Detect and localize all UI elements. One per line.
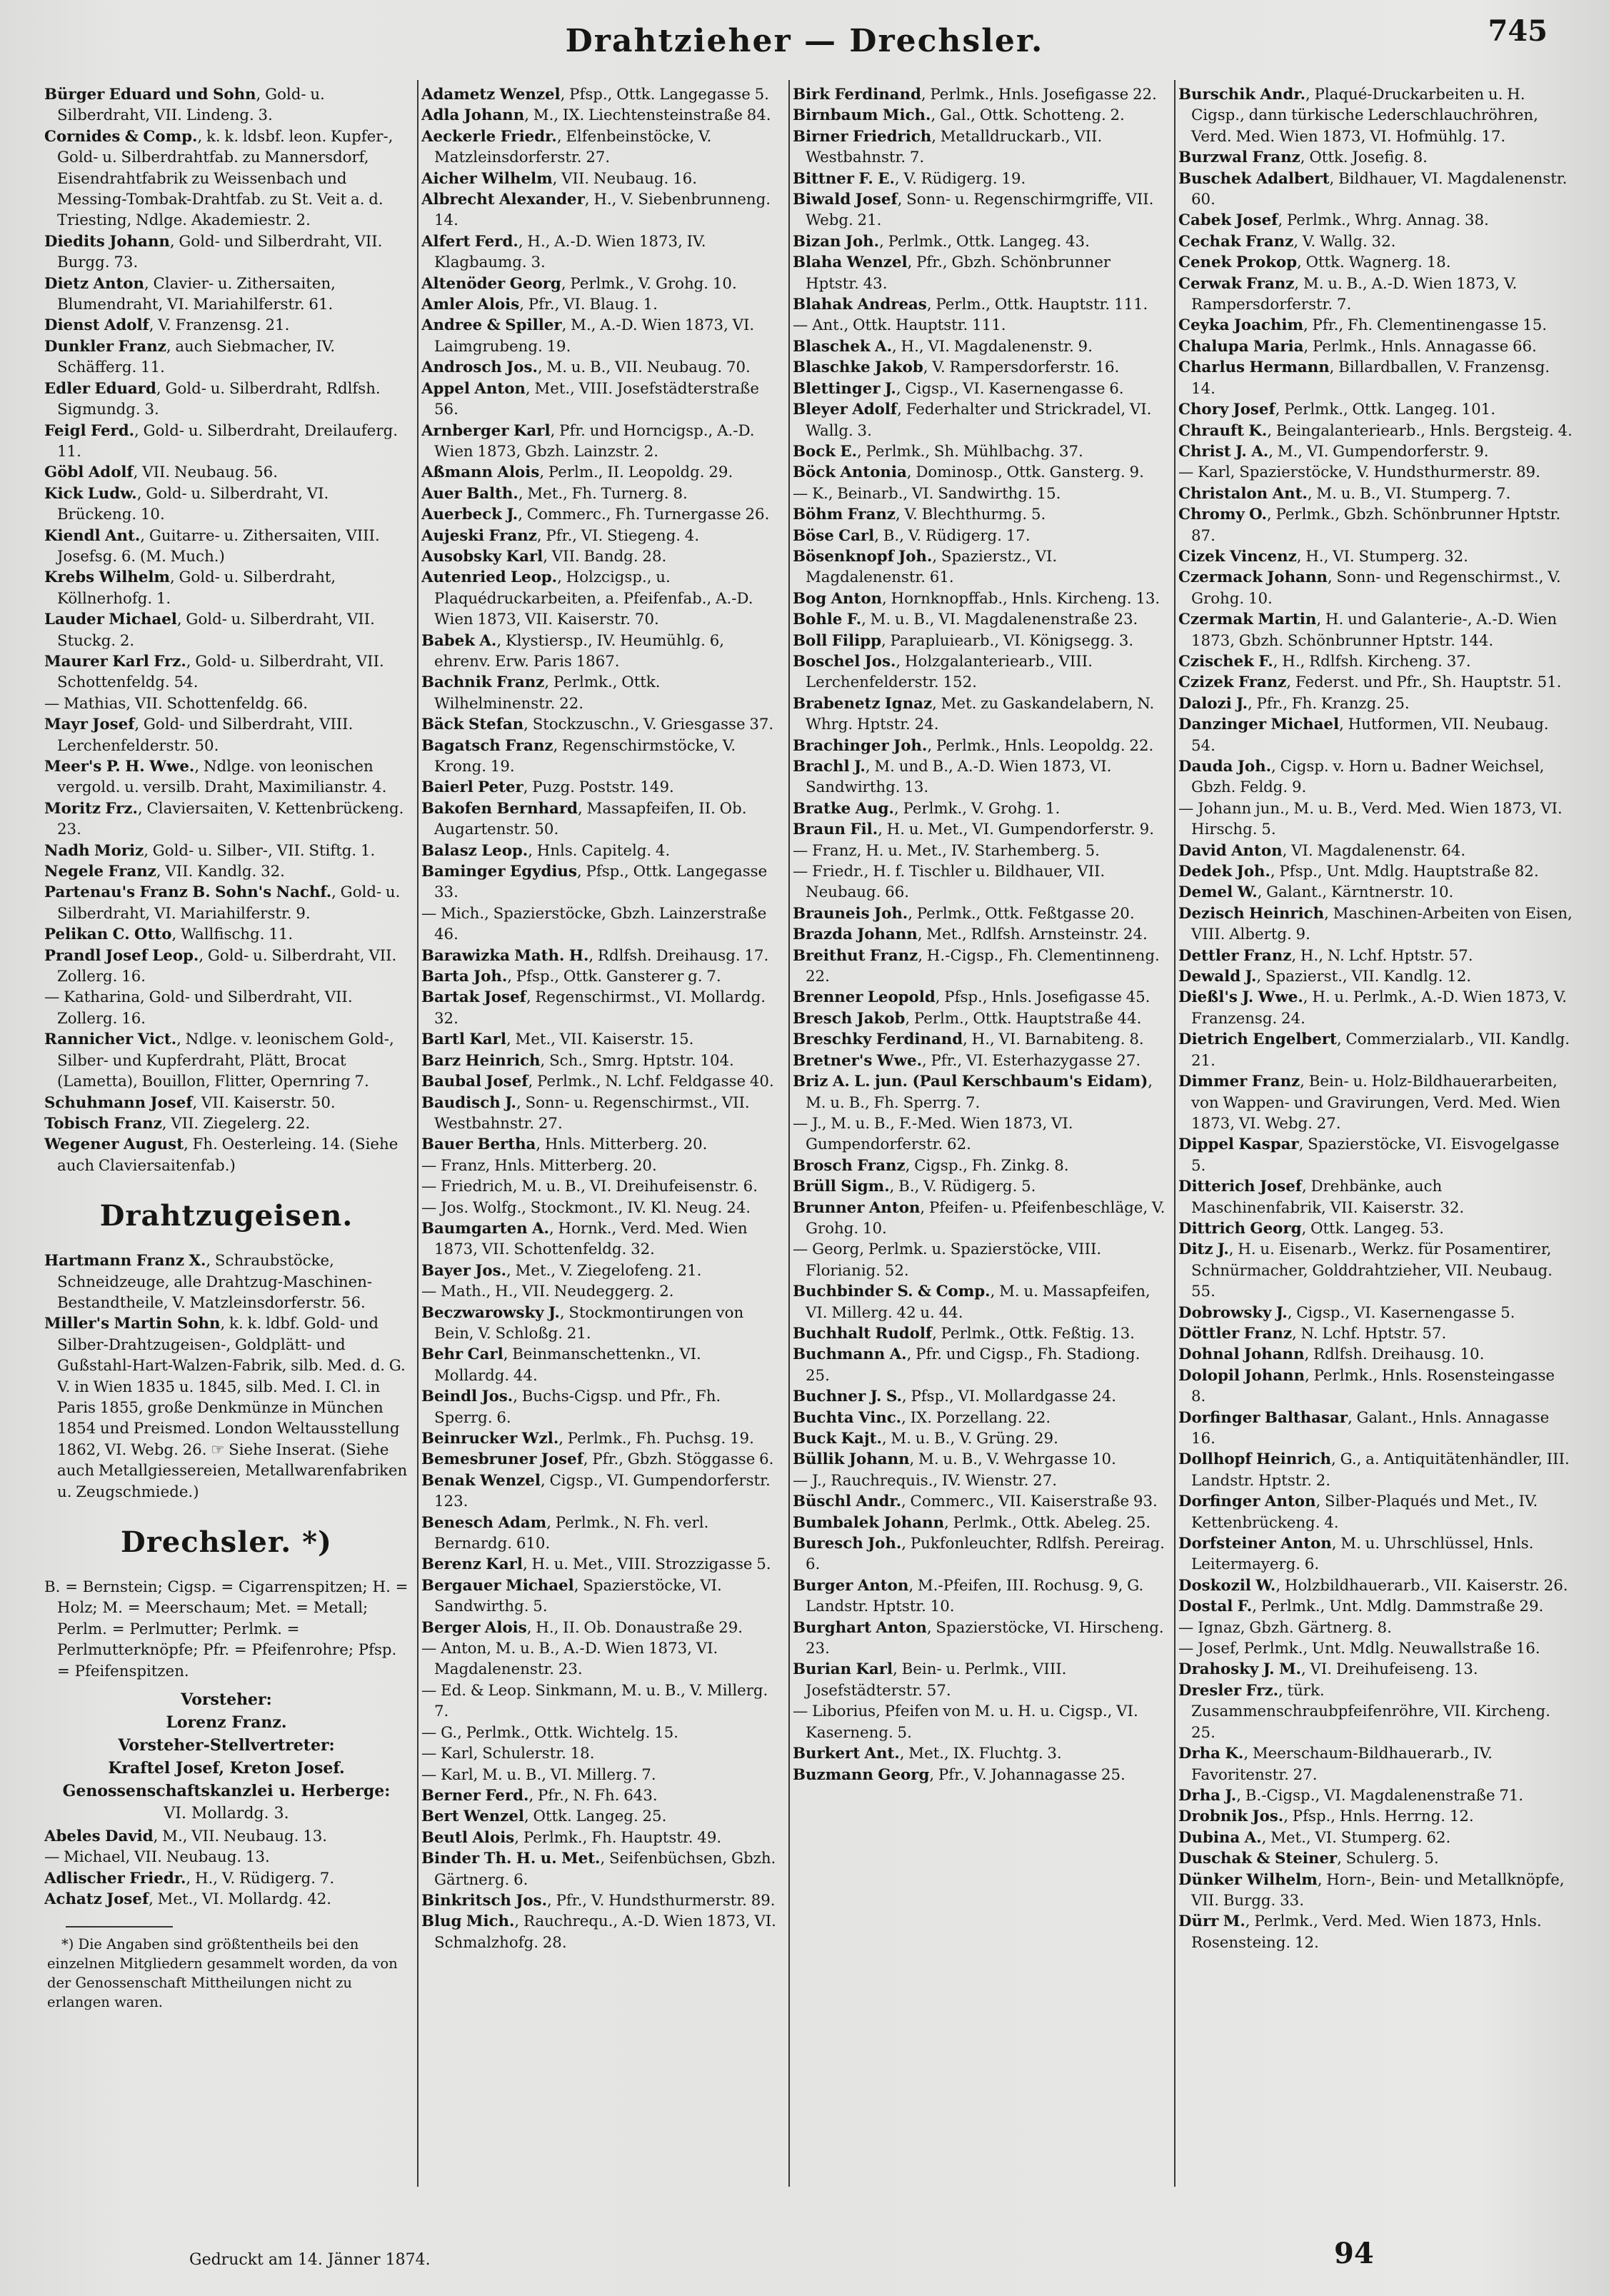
directory-entry: Bergauer Michael, Spazierstöcke, VI. Sandwirthg. 5.: [421, 1576, 722, 1616]
drechsler-entries-b: [793, 84, 1166, 1785]
footnote: *) Die Angaben sind größtentheils bei den einzelnen Mitgliedern gesammelt worden, da von der Genossenschaft Mittheilungen nicht zu erlangen waren.: [47, 1935, 398, 2010]
directory-entry: — G., Perlmk., Ottk. Wichtelg. 15.: [421, 1723, 679, 1742]
directory-entry: Blaha Wenzel, Pfr., Gbzh. Schönbrunner Hptstr. 43.: [793, 254, 1111, 293]
directory-entry: Chrauft K., Beingalanteriearb., Hnls. Bergsteig. 4.: [1178, 421, 1573, 440]
directory-entry: Buchbinder S. & Comp., M. u. Massapfeifen, VI. Millerg. 42 u. 44.: [793, 1283, 1151, 1322]
directory-columns: [44, 84, 1573, 2184]
officer-line: Lorenz Franz.: [166, 1713, 287, 1733]
directory-entry: Czischek F., H., Rdlfsh. Kircheng. 37.: [1178, 652, 1471, 671]
directory-entry: Buck Kajt., M. u. B., V. Grüng. 29.: [793, 1430, 1058, 1448]
directory-entry: Behr Carl, Beinmanschettenkn., VI. Mollardg. 44.: [421, 1345, 701, 1385]
directory-entry: — Michael, VII. Neubaug. 13.: [44, 1848, 270, 1867]
directory-entry: Baierl Peter, Puzg. Poststr. 149.: [421, 778, 674, 797]
drechsler-entries-b-d: [1178, 84, 1573, 1953]
directory-entry: — Josef, Perlmk., Unt. Mdlg. Neuwallstraße 16.: [1178, 1640, 1540, 1658]
directory-entry: Adlischer Friedr., H., V. Rüdigerg. 7.: [44, 1869, 335, 1888]
directory-entry: Brazda Johann, Met., Rdlfsh. Arnsteinstr. 24.: [793, 926, 1148, 944]
directory-entry: Brosch Franz, Cigsp., Fh. Zinkg. 8.: [793, 1156, 1069, 1175]
directory-entry: Böck Antonia, Dominosp., Ottk. Gansterg. 9.: [793, 463, 1144, 482]
directory-entry: Dittrich Georg, Ottk. Langeg. 53.: [1178, 1219, 1444, 1238]
directory-entry: — Karl, M. u. B., VI. Millerg. 7.: [421, 1765, 656, 1784]
directory-entry: Bohle F., M. u. B., VI. Magdalenenstraße 23.: [793, 611, 1138, 629]
directory-entry: Bert Wenzel, Ottk. Langeg. 25.: [421, 1808, 667, 1826]
directory-entry: Bresch Jakob, Perlm., Ottk. Hauptstraße 44.: [793, 1009, 1142, 1028]
directory-entry: Cenek Prokop, Ottk. Wagnerg. 18.: [1178, 254, 1451, 272]
directory-entry: — Karl, Spazierstöcke, V. Hundsthurmerstr. 89.: [1178, 463, 1540, 482]
directory-entry: Partenau's Franz B. Sohn's Nachf., Gold- u. Silberdraht, VI. Mariahilferstr. 9.: [44, 883, 401, 923]
directory-entry: Beutl Alois, Perlmk., Fh. Hauptstr. 49.: [421, 1828, 722, 1847]
directory-entry: — Liborius, Pfeifen von M. u. H. u. Cigsp., VI. Kaserneng. 5.: [793, 1703, 1138, 1742]
directory-entry: Appel Anton, Met., VIII. Josefstädterstraße 56.: [421, 379, 760, 419]
directory-entry: Adla Johann, M., IX. Liechtensteinstraße 84.: [421, 106, 771, 125]
directory-entry: Bayer Jos., Met., V. Ziegelofeng. 21.: [421, 1261, 702, 1280]
sheet-number: 94: [1334, 2237, 1374, 2270]
directory-entry: Balasz Leop., Hnls. Capitelg. 4.: [421, 841, 671, 860]
directory-entry: Rannicher Vict., Ndlge. v. leonischem Gold-, Silber- und Kupferdraht, Plätt, Brocat (Lametta), Bouillon, Flitter, Opernring 7.: [44, 1031, 394, 1091]
directory-entry: Bock E., Perlmk., Sh. Mühlbachg. 37.: [793, 442, 1083, 461]
directory-entry: Amler Alois, Pfr., VI. Blaug. 1.: [421, 296, 658, 314]
directory-entry: Döttler Franz, N. Lchf. Hptstr. 57.: [1178, 1324, 1447, 1343]
directory-entry: — J., Rauchrequis., IV. Wienstr. 27.: [793, 1471, 1058, 1490]
directory-entry: Bartl Karl, Met., VII. Kaiserstr. 15.: [421, 1031, 694, 1049]
directory-entry: Bakofen Bernhard, Massapfeifen, II. Ob. Augartenstr. 50.: [421, 799, 747, 839]
directory-entry: Brachinger Joh., Perlmk., Hnls. Leopoldg. 22.: [793, 736, 1154, 755]
directory-entry: Dießl's J. Wwe., H. u. Perlmk., A.-D. Wien 1873, V. Franzensg. 24.: [1178, 988, 1567, 1028]
directory-entry: Dietz Anton, Clavier- u. Zithersaiten, Blumendraht, VI. Mariahilferstr. 61.: [44, 274, 336, 314]
print-date: Gedruckt am 14. Jänner 1874.: [189, 2251, 431, 2269]
column-3: [793, 84, 1166, 2184]
officer-line: VI. Mollardg. 3.: [164, 1805, 289, 1823]
directory-entry: Cerwak Franz, M. u. B., A.-D. Wien 1873, V. Rampersdorferstr. 7.: [1178, 274, 1518, 314]
directory-entry: Chromy O., Perlmk., Gbzh. Schönbrunner Hptstr. 87.: [1178, 506, 1561, 545]
directory-entry: Bizan Joh., Perlmk., Ottk. Langeg. 43.: [793, 232, 1090, 251]
directory-entry: Brauneis Joh., Perlmk., Ottk. Feßtgasse 20.: [793, 904, 1135, 923]
guild-officers: [44, 1689, 408, 1825]
page-number: 745: [1488, 14, 1548, 48]
directory-entry: Baubal Josef, Perlmk., N. Lchf. Feldgasse 40.: [421, 1073, 774, 1091]
directory-entry: Nadh Moriz, Gold- u. Silber-, VII. Stiftg. 1.: [44, 841, 376, 860]
directory-entry: Burzwal Franz, Ottk. Josefig. 8.: [1178, 149, 1428, 167]
directory-entry: Babek A., Klystiersp., IV. Heumühlg. 6, ehrenv. Erw. Paris 1867.: [421, 631, 725, 671]
directory-entry: Dubina A., Met., VI. Stumperg. 62.: [1178, 1828, 1451, 1847]
directory-entry: Moritz Frz., Claviersaiten, V. Kettenbrückeng. 23.: [44, 799, 404, 839]
directory-entry: Lauder Michael, Gold- u. Silberdraht, VII. Stuckg. 2.: [44, 611, 375, 650]
directory-entry: Albrecht Alexander, H., V. Siebenbrunneng. 14.: [421, 191, 771, 230]
directory-entry: Brachl J., M. und B., A.-D. Wien 1873, VI. Sandwirthg. 13.: [793, 758, 1112, 797]
directory-entry: Duschak & Steiner, Schulerg. 5.: [1178, 1850, 1439, 1868]
directory-entry: Buchner J. S., Pfsp., VI. Mollardgasse 24.: [793, 1388, 1117, 1406]
directory-entry: Bagatsch Franz, Regenschirmstöcke, V. Krong. 19.: [421, 736, 736, 776]
directory-entry: Burghart Anton, Spazierstöcke, VI. Hirscheng. 23.: [793, 1618, 1164, 1658]
directory-entry: Auerbeck J., Commerc., Fh. Turnergasse 26.: [421, 506, 770, 524]
directory-entry: Buchmann A., Pfr. und Cigsp., Fh. Stadiong. 25.: [793, 1345, 1141, 1385]
directory-entry: Abeles David, M., VII. Neubaug. 13.: [44, 1828, 328, 1846]
directory-entry: Autenried Leop., Holzcigsp., u. Plaquédruckarbeiten, a. Pfeifenfab., A.-D. Wien 1873, VII. Kaiserstr. 70.: [421, 568, 753, 629]
page-header: [0, 13, 1609, 70]
directory-entry: Bittner F. E., V. Rüdigerg. 19.: [793, 169, 1026, 188]
directory-entry: Burkert Ant., Met., IX. Fluchtg. 3.: [793, 1745, 1062, 1763]
directory-entry: — Ed. & Leop. Sinkmann, M. u. B., V. Millerg. 7.: [421, 1681, 768, 1721]
directory-entry: Barta Joh., Pfsp., Ottk. Gansterer g. 7.: [421, 968, 721, 986]
directory-entry: Mayr Josef, Gold- und Silberdraht, VIII. Lerchenfelderstr. 50.: [44, 716, 354, 755]
directory-entry: — Georg, Perlmk. u. Spazierstöcke, VIII. Florianig. 52.: [793, 1240, 1102, 1280]
officer-line: Kraftel Josef, Kreton Josef.: [108, 1759, 345, 1778]
directory-entry: Böhm Franz, V. Blechthurmg. 5.: [793, 506, 1046, 524]
directory-entry: Drha K., Meerschaum-Bildhauerarb., IV. Favoritenstr. 27.: [1178, 1745, 1493, 1784]
directory-entry: — Anton, M. u. B., A.-D. Wien 1873, VI. Magdalenenstr. 23.: [421, 1640, 718, 1679]
directory-entry: — Friedr., H. f. Tischler u. Bildhauer, VII. Neubaug. 66.: [793, 863, 1106, 902]
directory-entry: Dettler Franz, H., N. Lchf. Hptstr. 57.: [1178, 946, 1473, 965]
directory-entry: Cornides & Comp., k. k. ldsbf. leon. Kupfer-, Gold- u. Silberdrahtfab. zu Mannersdorf, Eisendrahtfabrik zu Weissenbach und Messing-Tombak-Drahtfab. zu St. Veit a. d. Triesting, Ndlge. Akademiestr. 2.: [44, 127, 394, 230]
officer-line: Vorsteher:: [181, 1690, 272, 1710]
footnote-rule: [66, 1926, 173, 1927]
directory-entry: — Franz, Hnls. Mitterberg. 20.: [421, 1156, 657, 1175]
directory-entry: Dorfinger Balthasar, Galant., Hnls. Annagasse 16.: [1178, 1408, 1550, 1448]
drechsler-entries-start: [44, 1826, 408, 1910]
directory-entry: Bumbalek Johann, Perlmk., Ottk. Abeleg. 25.: [793, 1513, 1151, 1532]
directory-entry: Binder Th. H. u. Met., Seifenbüchsen, Gbzh. Gärtnerg. 6.: [421, 1850, 776, 1889]
directory-entry: Demel W., Galant., Kärntnerstr. 10.: [1178, 883, 1454, 902]
directory-entry: Bauer Bertha, Hnls. Mitterberg. 20.: [421, 1136, 708, 1154]
directory-entry: Bog Anton, Hornknopffab., Hnls. Kircheng. 13.: [793, 589, 1161, 608]
section-title-drahtzugeisen: Drahtzugeisen.: [99, 1199, 354, 1233]
directory-entry: Cechak Franz, V. Wallg. 32.: [1178, 232, 1396, 251]
column-2: [421, 84, 780, 2184]
directory-entry: Blahak Andreas, Perlm., Ottk. Hauptstr. 111.: [793, 296, 1148, 314]
directory-entry: — Ant., Ottk. Hauptstr. 111.: [793, 316, 1006, 335]
directory-entry: Büschl Andr., Commerc., VII. Kaiserstraße 93.: [793, 1493, 1158, 1511]
directory-entry: Birnbaum Mich., Gal., Ottk. Schotteng. 2.: [793, 106, 1125, 125]
directory-entry: Böse Carl, B., V. Rüdigerg. 17.: [793, 526, 1031, 545]
directory-entry: Doskozil W., Holzbildhauerarb., VII. Kaiserstr. 26.: [1178, 1576, 1568, 1595]
directory-entry: Dorfinger Anton, Silber-Plaqués und Met., IV. Kettenbrückeng. 4.: [1178, 1493, 1538, 1532]
directory-entry: — Ignaz, Gbzh. Gärtnerg. 8.: [1178, 1618, 1392, 1637]
directory-entry: Dobrowsky J., Cigsp., VI. Kasernengasse 5.: [1178, 1303, 1515, 1322]
directory-entry: Bleyer Adolf, Federhalter und Strickradel, VI. Wallg. 3.: [793, 401, 1152, 440]
directory-entry: Blaschek A., H., VI. Magdalenenstr. 9.: [793, 337, 1093, 356]
directory-entry: Christ J. A., M., VI. Gumpendorferstr. 9.: [1178, 442, 1489, 461]
directory-entry: Brunner Anton, Pfeifen- u. Pfeifenbeschläge, V. Grohg. 10.: [793, 1198, 1166, 1238]
abbreviations-legend: B. = Bernstein; Cigsp. = Cigarrenspitzen; H. = Holz; M. = Meerschaum; Met. = Metall; Perlm. = Perlmutter; Perlmk. = Perlmutterknöpfe; Pfr. = Pfeifenrohre; Pfsp. = Pfeifenspitzen.: [44, 1578, 408, 1680]
directory-entry: Negele Franz, VII. Kandlg. 32.: [44, 863, 285, 881]
directory-entry: Drahosky J. M., VI. Dreihufeiseng. 13.: [1178, 1660, 1478, 1679]
directory-entry: Ditterich Josef, Drehbänke, auch Maschinenfabrik, VII. Kaiserstr. 32.: [1178, 1178, 1465, 1217]
directory-entry: Diedits Johann, Gold- und Silberdraht, VII. Burgg. 73.: [44, 232, 383, 272]
directory-entry: Braun Fil., H. u. Met., VI. Gumpendorferstr. 9.: [793, 821, 1155, 839]
directory-entry: — Johann jun., M. u. B., Verd. Med. Wien 1873, VI. Hirschg. 5.: [1178, 799, 1563, 839]
directory-entry: Buschek Adalbert, Bildhauer, VI. Magdalenenstr. 60.: [1178, 169, 1568, 209]
directory-entry: Baudisch J., Sonn- u. Regenschirmst., VII. Westbahnstr. 27.: [421, 1093, 750, 1133]
directory-entry: Bäck Stefan, Stockzuschn., V. Griesgasse 37.: [421, 716, 774, 734]
directory-entry: Drha J., B.-Cigsp., VI. Magdalenenstraße 71.: [1178, 1786, 1524, 1805]
directory-entry: Dauda Joh., Cigsp. v. Horn u. Badner Weichsel, Gbzh. Feldg. 9.: [1178, 758, 1545, 797]
directory-entry: Schuhmann Josef, VII. Kaiserstr. 50.: [44, 1093, 336, 1112]
directory-entry: Brenner Leopold, Pfsp., Hnls. Josefigasse 45.: [793, 988, 1151, 1007]
directory-entry: Dohnal Johann, Rdlfsh. Dreihausg. 10.: [1178, 1345, 1485, 1364]
directory-entry: Czermack Johann, Sonn- und Regenschirmst., V. Grohg. 10.: [1178, 568, 1561, 608]
directory-entry: Dünker Wilhelm, Horn-, Bein- und Metallknöpfe, VII. Burgg. 33.: [1178, 1870, 1565, 1910]
directory-entry: Dostal F., Perlmk., Unt. Mdlg. Dammstraße 29.: [1178, 1598, 1544, 1616]
directory-entry: Breschky Ferdinand, H., VI. Barnabiteng. 8.: [793, 1031, 1144, 1049]
drahtzugeisen-entries: [44, 1250, 408, 1503]
page-title: Drahtzieher — Drechsler.: [565, 23, 1044, 59]
directory-entry: Dedek Joh., Pfsp., Unt. Mdlg. Hauptstraße 82.: [1178, 863, 1539, 881]
directory-entry: Beczwarowsky J., Stockmontirungen von Bein, V. Schloßg. 21.: [421, 1303, 744, 1343]
directory-entry: Pelikan C. Otto, Wallfischg. 11.: [44, 926, 294, 944]
directory-entry: Ausobsky Karl, VII. Bandg. 28.: [421, 547, 667, 566]
directory-entry: Dresler Frz., türk. Zusammenschraubpfeifenröhre, VII. Kircheng. 25.: [1178, 1681, 1550, 1742]
directory-entry: Dunkler Franz, auch Siebmacher, IV. Schäfferg. 11.: [44, 337, 336, 377]
directory-entry: Adametz Wenzel, Pfsp., Ottk. Langegasse 5.: [421, 86, 769, 104]
directory-entry: Charlus Hermann, Billardballen, V. Franzensg. 14.: [1178, 359, 1550, 398]
directory-entry: Prandl Josef Leop., Gold- u. Silberdraht, VII. Zollerg. 16.: [44, 946, 397, 986]
directory-entry: Breithut Franz, H.-Cigsp., Fh. Clementinneng. 22.: [793, 946, 1160, 986]
directory-entry: Drobnik Jos., Pfsp., Hnls. Herrng. 12.: [1178, 1808, 1474, 1826]
directory-entry: Dezisch Heinrich, Maschinen-Arbeiten von Eisen, VIII. Albertg. 9.: [1178, 904, 1573, 944]
directory-entry: Baminger Egydius, Pfsp., Ottk. Langegasse 33.: [421, 863, 768, 902]
directory-entry: Barawizka Math. H., Rdlfsh. Dreihausg. 17.: [421, 946, 769, 965]
directory-entry: Cabek Josef, Perlmk., Whrg. Annag. 38.: [1178, 211, 1489, 230]
directory-entry: Aujeski Franz, Pfr., VI. Stiegeng. 4.: [421, 526, 700, 545]
directory-entry: Andree & Spiller, M., A.-D. Wien 1873, VI. Laimgrubeng. 19.: [421, 316, 755, 356]
directory-entry: — Mathias, VII. Schottenfeldg. 66.: [44, 694, 309, 713]
directory-entry: Maurer Karl Frz., Gold- u. Silberdraht, VII. Schottenfeldg. 54.: [44, 652, 384, 692]
directory-entry: Bratke Aug., Perlmk., V. Grohg. 1.: [793, 799, 1061, 818]
directory-entry: Tobisch Franz, VII. Ziegelerg. 22.: [44, 1114, 311, 1133]
directory-entry: — Jos. Wolfg., Stockmont., IV. Kl. Neug. 24.: [421, 1198, 751, 1217]
directory-entry: Krebs Wilhelm, Gold- u. Silberdraht, Köllnerhofg. 1.: [44, 568, 336, 608]
directory-entry: Biwald Josef, Sonn- u. Regenschirmgriffe, VII. Webg. 21.: [793, 191, 1154, 230]
directory-entry: — Franz, H. u. Met., IV. Starhemberg. 5.: [793, 841, 1100, 860]
directory-entry: Bachnik Franz, Perlmk., Ottk. Wilhelminenstr. 22.: [421, 673, 661, 713]
directory-entry: Dewald J., Spazierst., VII. Kandlg. 12.: [1178, 968, 1472, 986]
directory-entry: Dorfsteiner Anton, M. u. Uhrschlüssel, Hnls. Leitermayerg. 6.: [1178, 1535, 1534, 1574]
directory-entry: Christalon Ant., M. u. B., VI. Stumperg. 7.: [1178, 484, 1511, 503]
directory-entry: Blettinger J., Cigsp., VI. Kasernengasse 6.: [793, 379, 1124, 398]
directory-entry: Cizek Vincenz, H., VI. Stumperg. 32.: [1178, 547, 1468, 566]
directory-entry: Brüll Sigm., B., V. Rüdigerg. 5.: [793, 1178, 1036, 1196]
directory-entry: — Math., H., VII. Neudeggerg. 2.: [421, 1283, 674, 1301]
directory-entry: Arnberger Karl, Pfr. und Horncigsp., A.-D. Wien 1873, Gbzh. Lainzstr. 2.: [421, 421, 755, 461]
directory-entry: Dollhopf Heinrich, G., a. Antiquitätenhändler, III. Landstr. Hptstr. 2.: [1178, 1450, 1570, 1490]
directory-entry: Bösenknopf Joh., Spazierstz., VI. Magdalenenstr. 61.: [793, 547, 1058, 587]
directory-entry: Birner Friedrich, Metalldruckarb., VII. Westbahnstr. 7.: [793, 127, 1103, 167]
directory-entry: Auer Balth., Met., Fh. Turnerg. 8.: [421, 484, 688, 503]
directory-entry: Chory Josef, Perlmk., Ottk. Langeg. 101.: [1178, 401, 1495, 419]
section-title-drechsler: Drechsler. *): [121, 1525, 332, 1559]
directory-entry: Büllik Johann, M. u. B., V. Wehrgasse 10.: [793, 1450, 1116, 1469]
directory-entry: Altenöder Georg, Perlmk., V. Grohg. 10.: [421, 274, 737, 293]
directory-entry: Bartak Josef, Regenschirmst., VI. Mollardg. 32.: [421, 988, 766, 1028]
directory-entry: Berner Ferd., Pfr., N. Fh. 643.: [421, 1786, 658, 1805]
drechsler-entries-a-b: [421, 84, 780, 1953]
column-1: [44, 84, 408, 2184]
directory-entry: Binkritsch Jos., Pfr., V. Hundsthurmerstr. 89.: [421, 1891, 776, 1910]
directory-entry: Göbl Adolf, VII. Neubaug. 56.: [44, 463, 278, 482]
directory-entry: Kiendl Ant., Guitarre- u. Zithersaiten, VIII. Josefsg. 6. (M. Much.): [44, 526, 380, 566]
directory-entry: Dienst Adolf, V. Franzensg. 21.: [44, 316, 290, 335]
directory-entry: Berger Alois, H., II. Ob. Donaustraße 29.: [421, 1618, 743, 1637]
directory-entry: Beinrucker Wzl., Perlmk., Fh. Puchsg. 19.: [421, 1430, 754, 1448]
officer-line: Vorsteher-Stellvertreter:: [118, 1736, 335, 1755]
directory-entry: Aeckerle Friedr., Elfenbeinstöcke, V. Matzleinsdorferstr. 27.: [421, 127, 712, 167]
directory-entry: Aicher Wilhelm, VII. Neubaug. 16.: [421, 169, 697, 188]
directory-entry: Feigl Ferd., Gold- u. Silberdraht, Dreilauferg. 11.: [44, 421, 398, 461]
directory-entry: Kick Ludw., Gold- u. Silberdraht, VI. Brückeng. 10.: [44, 484, 329, 524]
directory-entry: Czermak Martin, H. und Galanterie-, A.-D. Wien 1873, Gbzh. Schönbrunner Hptstr. 144.: [1178, 611, 1558, 650]
directory-entry: Berenz Karl, H. u. Met., VIII. Strozzigasse 5.: [421, 1555, 771, 1574]
directory-entry: Ditz J., H. u. Eisenarb., Werkz. für Posamentirer, Schnürmacher, Golddrahtzieher, VII. Neubaug. 55.: [1178, 1240, 1553, 1301]
directory-entry: Edler Eduard, Gold- u. Silberdraht, Rdlfsh. Sigmundg. 3.: [44, 379, 381, 419]
directory-entry: — Karl, Schulerstr. 18.: [421, 1745, 595, 1763]
directory-entry: Czizek Franz, Federst. und Pfr., Sh. Hauptstr. 51.: [1178, 673, 1562, 692]
directory-entry: Achatz Josef, Met., VI. Mollardg. 42.: [44, 1890, 332, 1909]
directory-entry: Bürger Eduard und Sohn, Gold- u. Silberdraht, VII. Lindeng. 3.: [44, 86, 325, 125]
directory-entry: Alfert Ferd., H., A.-D. Wien 1873, IV. Klagbaumg. 3.: [421, 232, 706, 272]
directory-entry: Barz Heinrich, Sch., Smrg. Hptstr. 104.: [421, 1051, 734, 1070]
directory-entry: Dürr M., Perlmk., Verd. Med. Wien 1873, Hnls. Rosensteing. 12.: [1178, 1913, 1542, 1952]
directory-entry: Burger Anton, M.-Pfeifen, III. Rochusg. 9, G. Landstr. Hptstr. 10.: [793, 1576, 1144, 1616]
directory-entry: Meer's P. H. Wwe., Ndlge. von leonischen vergold. u. versilb. Draht, Maximilianstr. 4.: [44, 758, 387, 797]
directory-entry: Hartmann Franz X., Schraubstöcke, Schneidzeuge, alle Drahtzug-Maschinen-Bestandtheile, V. Matzleinsdorferstr. 56.: [44, 1252, 373, 1312]
directory-entry: Danzinger Michael, Hutformen, VII. Neubaug. 54.: [1178, 716, 1549, 755]
directory-entry: Androsch Jos., M. u. B., VII. Neubaug. 70.: [421, 359, 751, 377]
directory-entry: Boschel Jos., Holzgalanteriearb., VIII. Lerchenfelderstr. 152.: [793, 652, 1093, 692]
directory-entry: Boll Filipp, Parapluiearb., VI. Königsegg. 3.: [793, 631, 1134, 650]
directory-entry: — K., Beinarb., VI. Sandwirthg. 15.: [793, 484, 1061, 503]
directory-entry: Beindl Jos., Buchs-Cigsp. und Pfr., Fh. Sperrg. 6.: [421, 1388, 721, 1427]
directory-entry: — Katharina, Gold- und Silberdraht, VII. Zollerg. 16.: [44, 988, 353, 1028]
directory-entry: Bretner's Wwe., Pfr., VI. Esterhazygasse 27.: [793, 1051, 1141, 1070]
directory-entry: Dippel Kaspar, Spazierstöcke, VI. Eisvogelgasse 5.: [1178, 1136, 1560, 1175]
directory-entry: Buchta Vinc., IX. Porzellang. 22.: [793, 1408, 1051, 1427]
directory-entry: Buchhalt Rudolf, Perlmk., Ottk. Feßtig. 13.: [793, 1324, 1135, 1343]
directory-entry: Chalupa Maria, Perlmk., Hnls. Annagasse 66.: [1178, 337, 1537, 356]
directory-entry: Burian Karl, Bein- u. Perlmk., VIII. Josefstädterstr. 57.: [793, 1660, 1067, 1700]
directory-entry: Blaschke Jakob, V. Rampersdorferstr. 16.: [793, 359, 1120, 377]
directory-entry: Benesch Adam, Perlmk., N. Fh. verl. Bernardg. 610.: [421, 1513, 709, 1553]
directory-entry: David Anton, VI. Magdalenenstr. 64.: [1178, 841, 1466, 860]
directory-entry: — J., M. u. B., F.-Med. Wien 1873, VI. Gumpendorferstr. 62.: [793, 1114, 1073, 1154]
column-4: [1178, 84, 1573, 2184]
directory-entry: — Friedrich, M. u. B., VI. Dreihufeisenstr. 6.: [421, 1178, 758, 1196]
directory-entry: Brabenetz Ignaz, Met. zu Gaskandelabern, N. Whrg. Hptstr. 24.: [793, 694, 1155, 734]
directory-entry: Baumgarten A., Hornk., Verd. Med. Wien 1873, VII. Schottenfeldg. 32.: [421, 1219, 748, 1259]
directory-entry: Briz A. L. jun. (Paul Kerschbaum's Eidam), M. u. B., Fh. Sperrg. 7.: [793, 1073, 1153, 1112]
directory-entry: Bemesbruner Josef, Pfr., Gbzh. Stöggasse 6.: [421, 1450, 774, 1469]
directory-entry: Aßmann Alois, Perlm., II. Leopoldg. 29.: [421, 463, 733, 482]
officer-line: Genossenschaftskanzlei u. Herberge:: [62, 1782, 391, 1801]
directory-entry: Burschik Andr., Plaqué-Druckarbeiten u. H. Cigsp., dann türkische Lederschlauchröhren, Verd. Med. Wien 1873, VI. Hofmühlg. 17.: [1178, 86, 1538, 146]
directory-entry: Dimmer Franz, Bein- u. Holz-Bildhauerarbeiten, von Wappen- und Gravirungen, Verd. Med. Wien 1873, VI. Webg. 27.: [1178, 1073, 1560, 1133]
directory-entry: Miller's Martin Sohn, k. k. ldbf. Gold- und Silber-Drahtzugeisen-, Goldplätt- und Gußstahl-Hart-Walzen-Fabrik, silb. Med. d. G. V. in Wien 1835 u. 1845, silb. Med. I. Cl. in Paris 1855, große Denkmünze in München 1854 und Preismed. London Weltausstellung 1862, VI. Webg. 26. ☞ Siehe Inserat. (Siehe auch Metallgiessereien, Metallwarenfabriken u. Zeugschmiede.): [44, 1315, 408, 1501]
directory-entry: Dalozi J., Pfr., Fh. Kranzg. 25.: [1178, 694, 1410, 713]
directory-entry: Buzmann Georg, Pfr., V. Johannagasse 25.: [793, 1765, 1126, 1784]
directory-entry: Wegener August, Fh. Oesterleing. 14. (Siehe auch Claviersaitenfab.): [44, 1136, 399, 1175]
drahtzieher-entries: [44, 84, 408, 1176]
directory-entry: Buresch Joh., Pukfonleuchter, Rdlfsh. Pereirag. 6.: [793, 1535, 1165, 1574]
directory-entry: Blug Mich., Rauchrequ., A.-D. Wien 1873, VI. Schmalzhofg. 28.: [421, 1913, 776, 1952]
directory-entry: Dietrich Engelbert, Commerzialarb., VII. Kandlg. 21.: [1178, 1031, 1570, 1070]
directory-entry: Birk Ferdinand, Perlmk., Hnls. Josefigasse 22.: [793, 86, 1157, 104]
directory-entry: Benak Wenzel, Cigsp., VI. Gumpendorferstr. 123.: [421, 1471, 771, 1511]
directory-entry: — Mich., Spazierstöcke, Gbzh. Lainzerstraße 46.: [421, 904, 767, 944]
directory-entry: Ceyka Joachim, Pfr., Fh. Clementinengasse 15.: [1178, 316, 1548, 335]
directory-entry: Dolopil Johann, Perlmk., Hnls. Rosensteingasse 8.: [1178, 1366, 1555, 1406]
